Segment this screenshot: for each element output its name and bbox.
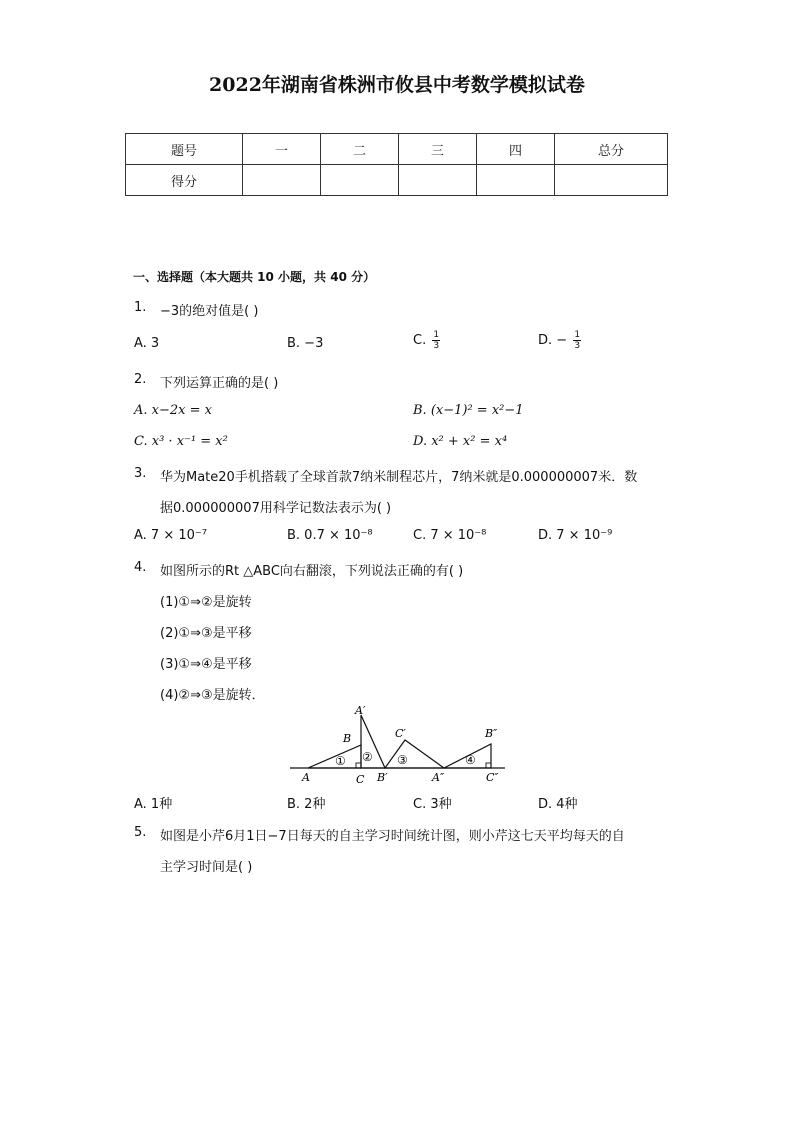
option-b: B. −3 <box>287 336 324 351</box>
score-table <box>125 133 668 196</box>
option-d: D. 7 × 10⁻⁹ <box>538 528 613 543</box>
vertex-label: A <box>302 771 310 784</box>
vertex-label: A″ <box>432 771 445 784</box>
score-header-cell: 三 <box>399 134 477 165</box>
question-stem-line2: 主学习时间是( ) <box>160 860 253 875</box>
question-number: 1. <box>134 300 147 315</box>
statement-1: (1)①⇒②是旋转 <box>160 595 252 610</box>
vertex-label: A′ <box>355 704 366 717</box>
question-number: 4. <box>134 560 147 575</box>
option-a: A. 7 × 10⁻⁷ <box>134 528 207 543</box>
option-c: C. 7 × 10⁻⁸ <box>413 528 487 543</box>
option-c <box>413 330 440 351</box>
option-b: B. 2种 <box>287 797 326 812</box>
option-a: A. 1种 <box>134 797 173 812</box>
option-d: D. 4种 <box>538 797 578 812</box>
option-d-label: D. − <box>538 333 568 348</box>
option-d: D. x² + x² = x⁴ <box>413 434 508 449</box>
fraction-numerator: 1 <box>433 330 440 340</box>
vertex-label: C <box>356 773 365 786</box>
fraction <box>573 330 581 351</box>
circle-number-label: ③ <box>397 753 408 767</box>
exam-title: 2022年湖南省株洲市攸县中考数学模拟试卷 <box>209 74 585 96</box>
option-b: B. (x−1)² = x²−1 <box>413 403 524 418</box>
option-a: A. x−2x = x <box>134 403 212 418</box>
question-stem-line1: 华为Mate20手机搭载了全球首款7纳米制程芯片，7纳米就是0.000000007米．数 <box>160 470 638 485</box>
score-row-label: 得分 <box>126 165 243 196</box>
circle-number-label: ④ <box>465 753 476 767</box>
statement-3: (3)①⇒④是平移 <box>160 657 252 672</box>
score-cell <box>321 165 399 196</box>
question-number: 3. <box>134 466 147 481</box>
score-table-score-row <box>126 165 668 196</box>
question-stem: 如图所示的Rt △ABC向右翻滚，下列说法正确的有( ) <box>160 564 464 579</box>
vertex-label: C″ <box>486 771 499 784</box>
score-cell <box>399 165 477 196</box>
score-header-cell: 一 <box>243 134 321 165</box>
statement-2: (2)①⇒③是平移 <box>160 626 252 641</box>
fraction-numerator: 1 <box>574 330 581 340</box>
score-table-header-row <box>126 134 668 165</box>
option-c: C. x³ · x⁻¹ = x² <box>134 434 228 449</box>
circle-number-label: ① <box>335 754 346 768</box>
option-b: B. 0.7 × 10⁻⁸ <box>287 528 373 543</box>
statement-4: (4)②⇒③是旋转． <box>160 688 265 703</box>
score-header-cell: 总分 <box>555 134 668 165</box>
option-c-label: C. <box>413 333 427 348</box>
score-cell <box>555 165 668 196</box>
score-cell <box>243 165 321 196</box>
question-stem-line2: 据0.000000007用科学记数法表示为( ) <box>160 501 392 516</box>
question-stem-line1: 如图是小芹6月1日−7日每天的自主学习时间统计图，则小芹这七天平均每天的自 <box>160 829 625 844</box>
score-header-cell: 四 <box>477 134 555 165</box>
vertex-label: C′ <box>395 727 406 740</box>
fraction-denominator: 3 <box>433 341 440 351</box>
option-a: A. 3 <box>134 336 160 351</box>
circle-number-label: ② <box>362 750 373 764</box>
rolling-triangle-figure <box>285 700 510 788</box>
vertex-label: B″ <box>485 727 498 740</box>
score-header-cell: 题号 <box>126 134 243 165</box>
question-stem: 下列运算正确的是( ) <box>160 376 279 391</box>
question-stem: −3的绝对值是( ) <box>160 304 259 319</box>
section-heading: 一、选择题（本大题共 10 小题，共 40 分） <box>133 270 376 284</box>
option-c: C. 3种 <box>413 797 452 812</box>
vertex-label: B <box>343 732 352 745</box>
score-cell <box>477 165 555 196</box>
score-header-cell: 二 <box>321 134 399 165</box>
option-d <box>538 330 581 351</box>
vertex-label: B′ <box>377 771 388 784</box>
question-number: 5. <box>134 825 147 840</box>
question-number: 2. <box>134 372 147 387</box>
fraction-denominator: 3 <box>574 341 581 351</box>
fraction <box>432 330 440 351</box>
